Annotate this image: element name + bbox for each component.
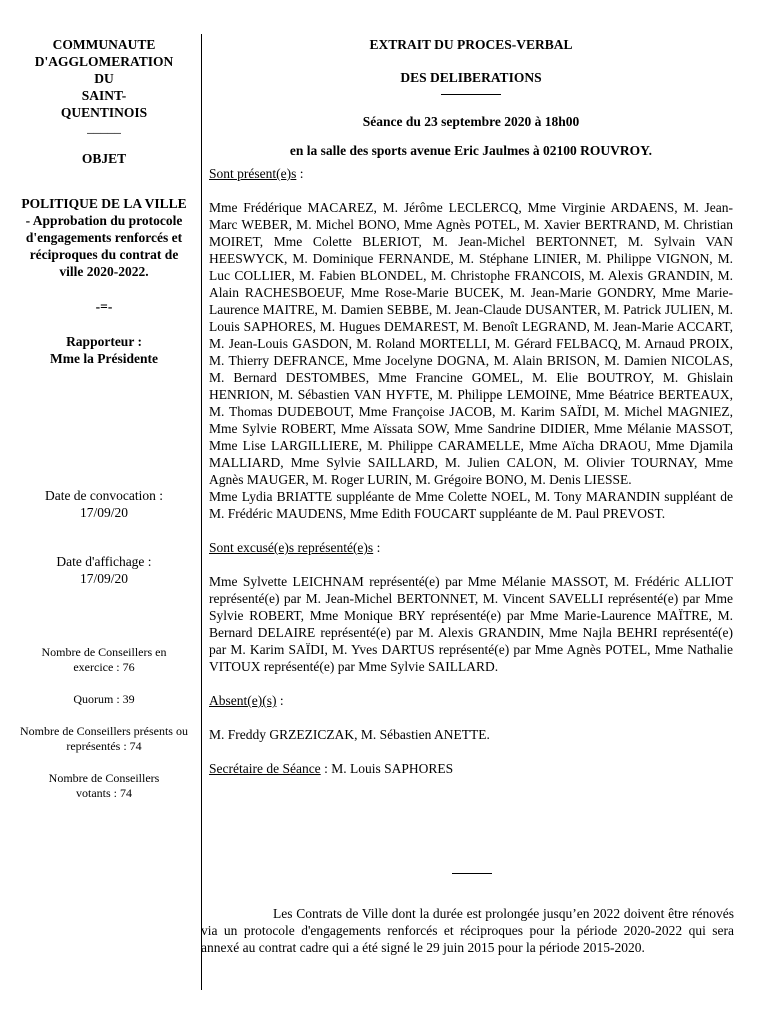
rapporteur-label: Rapporteur : [66, 334, 142, 349]
left-margin-column [18, 36, 190, 801]
conseillers-exercice: Nombre de Conseillers en exercice : 76 [41, 645, 167, 674]
suppleants-list: Mme Lydia BRIATTE suppléante de Mme Colette NOEL, M. Tony MARANDIN suppléant de M. Frédéric MAUDENS, Mme Edith FOUCART suppléante de M. Paul PREVOST. [209, 489, 733, 521]
objet-text: POLITIQUE DE LA VILLE - Approbation du protocole d'engagements renforcés et réciproques du contrat de ville 2020-2022. [21, 196, 187, 279]
seance-date: Séance du 23 septembre 2020 à 18h00 [362, 114, 580, 129]
section-rule [452, 873, 492, 874]
affichage-date: 17/09/20 [79, 571, 128, 586]
excuses-colon: : [373, 540, 381, 555]
org-rule: _____ [87, 120, 121, 135]
seance-lieu: en la salle des sports avenue Eric Jaulmes à 02100 ROUVROY. [289, 143, 653, 158]
objet-label: OBJET [81, 151, 127, 166]
org-line: COMMUNAUTE [52, 37, 156, 52]
affichage-label: Date d'affichage : [56, 554, 152, 569]
secretaire-line [209, 760, 733, 777]
presents-colon: : [296, 166, 304, 181]
absents-heading [209, 692, 733, 709]
main-column [209, 36, 733, 777]
presents-heading-text: Sont présent(e)s [209, 166, 297, 181]
secretaire-heading: Secrétaire de Séance [209, 761, 321, 776]
title-proces-verbal: EXTRAIT DU PROCES-VERBAL [369, 37, 573, 52]
excuses-list: Mme Sylvette LEICHNAM représenté(e) par Mme Mélanie MASSOT, M. Frédéric ALLIOT représenté(e) par M. Jean-Michel BERTONNET, M. Vincent SAVELLI représenté(e) par Mme Sylvie ROBERT, Mme Monique BRY représenté(e) par Mme Marie-Laurence MAÏTRE, M. Bernard DELAIRE représenté(e) par M. Alexis GRANDIN, Mme Najla BEHRI représenté(e) par M. Karim SAÏDI, M. Yves DARTUS représenté(e) par Mme Agnès POTEL, Mme Nathalie VITOUX représenté(e) par Mme Sylvie SAILLARD. [209, 574, 733, 674]
excuses-heading-text: Sont excusé(e)s représenté(e)s [209, 540, 374, 555]
body-paragraph: Les Contrats de Ville dont la durée est prolongée jusqu’en 2022 doivent être rénovés via un protocole d'engagements renforcés et réciproques pour la période 2020-2022 qui sera annexé au contrat cadre qui a été signé le 29 juin 2015 pour la période 2015-2020. [201, 906, 734, 955]
convocation-label: Date de convocation : [44, 488, 164, 503]
absents-colon: : [276, 693, 284, 708]
conseillers-votants: Nombre de Conseillers votants : 74 [48, 771, 160, 800]
org-line: SAINT- [81, 88, 127, 103]
title-rule [441, 94, 501, 95]
org-line: QUENTINOIS [60, 105, 148, 120]
separator: -=- [95, 299, 113, 314]
title-deliberations: DES DELIBERATIONS [400, 70, 542, 85]
absents-heading-text: Absent(e)(s) [209, 693, 277, 708]
org-line: DU [94, 71, 114, 86]
rapporteur-name: Mme la Présidente [50, 351, 158, 366]
secretaire-name: : M. Louis SAPHORES [320, 761, 454, 776]
quorum: Quorum : 39 [73, 692, 135, 706]
org-line: D'AGGLOMERATION [34, 54, 174, 69]
absents-list: M. Freddy GRZEZICZAK, M. Sébastien ANETTE. [209, 727, 490, 742]
conseillers-presents: Nombre de Conseillers présents ou représentés : 74 [20, 724, 188, 753]
presents-list: Mme Frédérique MACAREZ, M. Jérôme LECLERCQ, Mme Virginie ARDAENS, M. Jean-Marc WEBER, M. Michel BONO, Mme Agnès POTEL, M. Xavier BERTRAND, M. Christian MOIRET, Mme Colette BLERIOT, M. Jean-Michel BERTONNET, M. Sylvain VAN HEESWYCK, M. Dominique FERNANDE, M. Stéphane LINIER, M. Philippe VIGNON, M. Luc COLLIER, M. Fabien BLONDEL, M. Christophe FRANCOIS, M. Alexis GRANDIN, M. Alain RACHESBOEUF, Mme Rose-Marie BUCEK, M. Jean-Marie GONDRY, Mme Marie-Laurence MAITRE, M. Damien SEBBE, M. Jean-Claude DUSANTER, M. Patrick JULIEN, M. Louis SAPHORES, M. Hugues DEMAREST, M. Benoît LEGRAND, M. Jean-Marie ACCART, M. Jean-Louis GASDON, M. Roland MORTELLI, M. Gérard FELBACQ, M. Arnaud PROIX, M. Thierry DEFRANCE, Mme Jocelyne DOGNA, M. Alain BRISON, M. Damien NICOLAS, M. Bernard DESTOMBES, Mme Francine GOMEL, M. Elie BOUTROY, M. Ghislain HENRION, M. Sébastien VAN HYFTE, M. Philippe LEMOINE, Mme Béatrice BERTEAUX, M. Thomas DUDEBOUT, Mme Françoise JACOB, M. Karim SAÏDI, M. Michel MAGNIEZ, Mme Sylvie ROBERT, Mme Aïssata SOW, Mme Sandrine DIDIER, Mme Mélanie MASSOT, Mme Lise LARGILLIERE, M. Philippe CARAMELLE, Mme Aïcha DRAOU, Mme Djamila MALLIARD, Mme Sylvie SAILLARD, M. Julien CALON, M. Olivier TOURNAY, Mme Agnès MAUGER, M. Roger LURIN, M. Grégoire BONO, M. Denis LIESSE. [209, 200, 733, 487]
presents-heading [209, 165, 733, 182]
organization-name [18, 36, 190, 121]
convocation-date: 17/09/20 [79, 505, 128, 520]
column-divider [201, 34, 202, 990]
excuses-heading [209, 539, 733, 556]
